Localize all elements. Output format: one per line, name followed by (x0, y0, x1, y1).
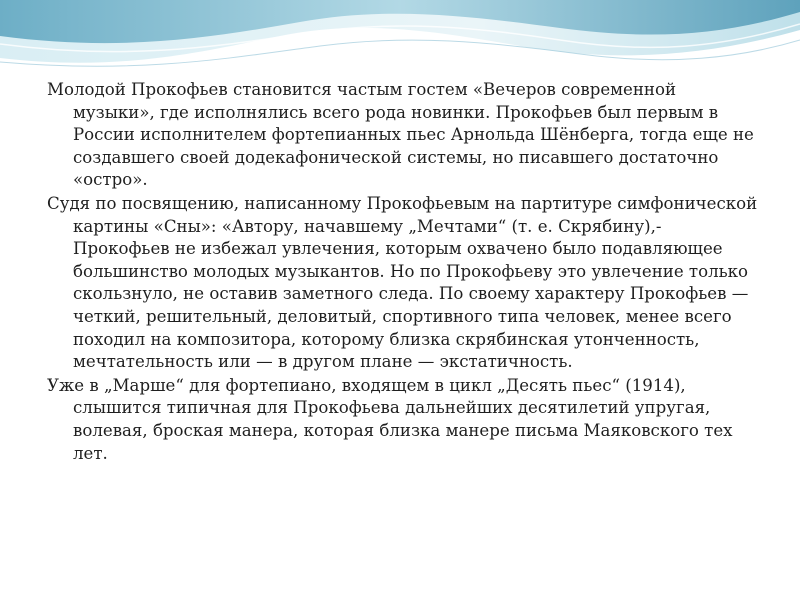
slide-text-body (47, 79, 762, 466)
paragraph-1: Молодой Прокофьев становится частым гостем «Вечеров современной музыки», где исполнялись всего рода новинки. Прокофьев был первым в России исполнителем фортепианных пьес Арнольда Шёнберга, тогда еще не создавшего своей додекафонической системы, но писавшего достаточно «остро». (47, 80, 754, 190)
paragraph-2: Судя по посвящению, написанному Прокофьевым на партитуре симфонической картины «Сны»: «Автору, начавшему „Мечтами“ (т. е. Скрябину),- Прокофьев не избежал увлечения, которым охвачено было подавляющее большинство молодых музыкантов. Но по Прокофьеву это увлечение только скользнуло, не оставив заметного следа. По своему характеру Прокофьев — четкий, решительный, деловитый, спортивного типа человек, менее всего походил на композитора, которому близка скрябинская утонченность, мечтательность или — в другом плане — экстатичность. (47, 193, 758, 372)
decorative-wave-header (0, 0, 800, 90)
paragraph-3: Уже в „Марше“ для фортепиано, входящем в цикл „Десять пьес“ (1914), слышится типичная для Прокофьева дальнейших десятилетий упругая, волевая, броская манера, которая близка манере письма Маяковского тех лет. (47, 375, 733, 463)
